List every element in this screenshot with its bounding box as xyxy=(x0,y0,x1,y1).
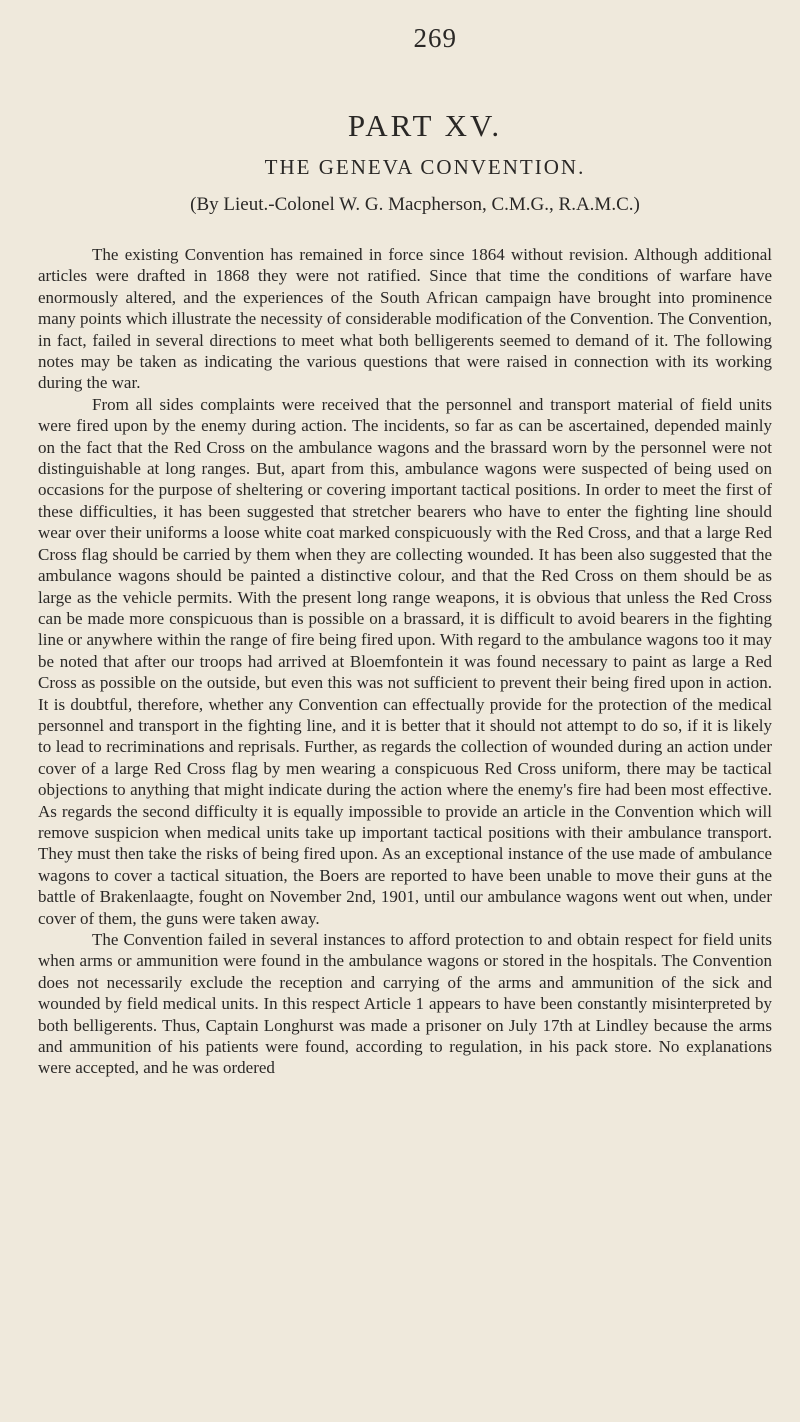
chapter-title: THE GENEVA CONVENTION. xyxy=(264,155,586,179)
page-number: 269 xyxy=(413,23,457,53)
body-text xyxy=(38,244,772,1079)
paragraph-1: The existing Convention has remained in force since 1864 without revision. Although additional articles were drafted in 1868 they were not ratified. Since that time the conditions of warfare have enormously altered, and the experiences of the South African campaign have brought into prominence many points which illustrate the necessity of considerable modification of the Convention. The Convention, in fact, failed in several directions to meet what both belligerents seemed to demand of it. The following notes may be taken as indicating the various questions that were raised in connection with its working during the war. xyxy=(38,245,772,393)
part-title: PART XV. xyxy=(347,108,503,143)
author-byline: (By Lieut.-Colonel W. G. Macpherson, C.M.G., R.A.M.C.) xyxy=(190,194,640,215)
paragraph-2: From all sides complaints were received that the personnel and transport material of field units were fired upon by the enemy during action. The incidents, so far as can be ascertained, depended mainly on the fact that the Red Cross on the ambulance wagons and the brassard worn by the personnel were not distinguishable at long ranges. But, apart from this, ambulance wagons were suspected of being used on occasions for the purpose of sheltering or covering important tactical positions. In order to meet the first of these difficulties, it has been suggested that stretcher bearers who have to enter the fighting line should wear over their uniforms a loose white coat marked conspicuously with the Red Cross, and that a large Red Cross flag should be carried by them when they are collecting wounded. It has been also suggested that the ambulance wagons should be painted a distinctive colour, and that the Red Cross on them should be as large as the vehicle permits. With the present long range weapons, it is obvious that unless the Red Cross can be made more conspicuous than is possible on a brassard, it is difficult to avoid bearers in the fighting line or anywhere within the range of fire being fired upon. With regard to the ambulance wagons too it may be noted that after our troops had arrived at Bloemfontein it was found necessary to paint as large a Red Cross as possible on the outside, but even this was not sufficient to prevent their being fired upon in action. It is doubtful, therefore, whether any Convention can effectually provide for the protection of the medical personnel and transport in the fighting line, and it is better that it should not attempt to do so, if it is likely to lead to recriminations and reprisals. Further, as regards the collection of wounded during an action under cover of a large Red Cross flag by men wearing a conspicuous Red Cross uniform, there may be tactical objections to anything that might indicate during the action where the enemy's fire had been most effective. As regards the second difficulty it is equally impossible to provide an article in the Convention which will remove suspicion when medical units take up important tactical positions with their ambulance transport. They must then take the risks of being fired upon. As an exceptional instance of the use made of ambulance wagons to cover a tactical situation, the Boers are reported to have been unable to move their guns at the battle of Brakenlaagte, fought on November 2nd, 1901, until our ambulance wagons went out when, under cover of them, the guns were taken away. xyxy=(38,394,772,928)
paragraph-3: The Convention failed in several instances to afford protection to and obtain respect for field units when arms or ammunition were found in the ambulance wagons or stored in the hospitals. The Convention does not necessarily exclude the reception and carrying of the arms and ammunition of the sick and wounded by field medical units. In this respect Article 1 appears to have been constantly misinterpreted by both belligerents. Thus, Captain Longhurst was made a prisoner on July 17th at Lindley because the arms and ammunition of his patients were found, according to regulation, in his pack store. No explanations were accepted, and he was ordered xyxy=(38,930,772,1078)
